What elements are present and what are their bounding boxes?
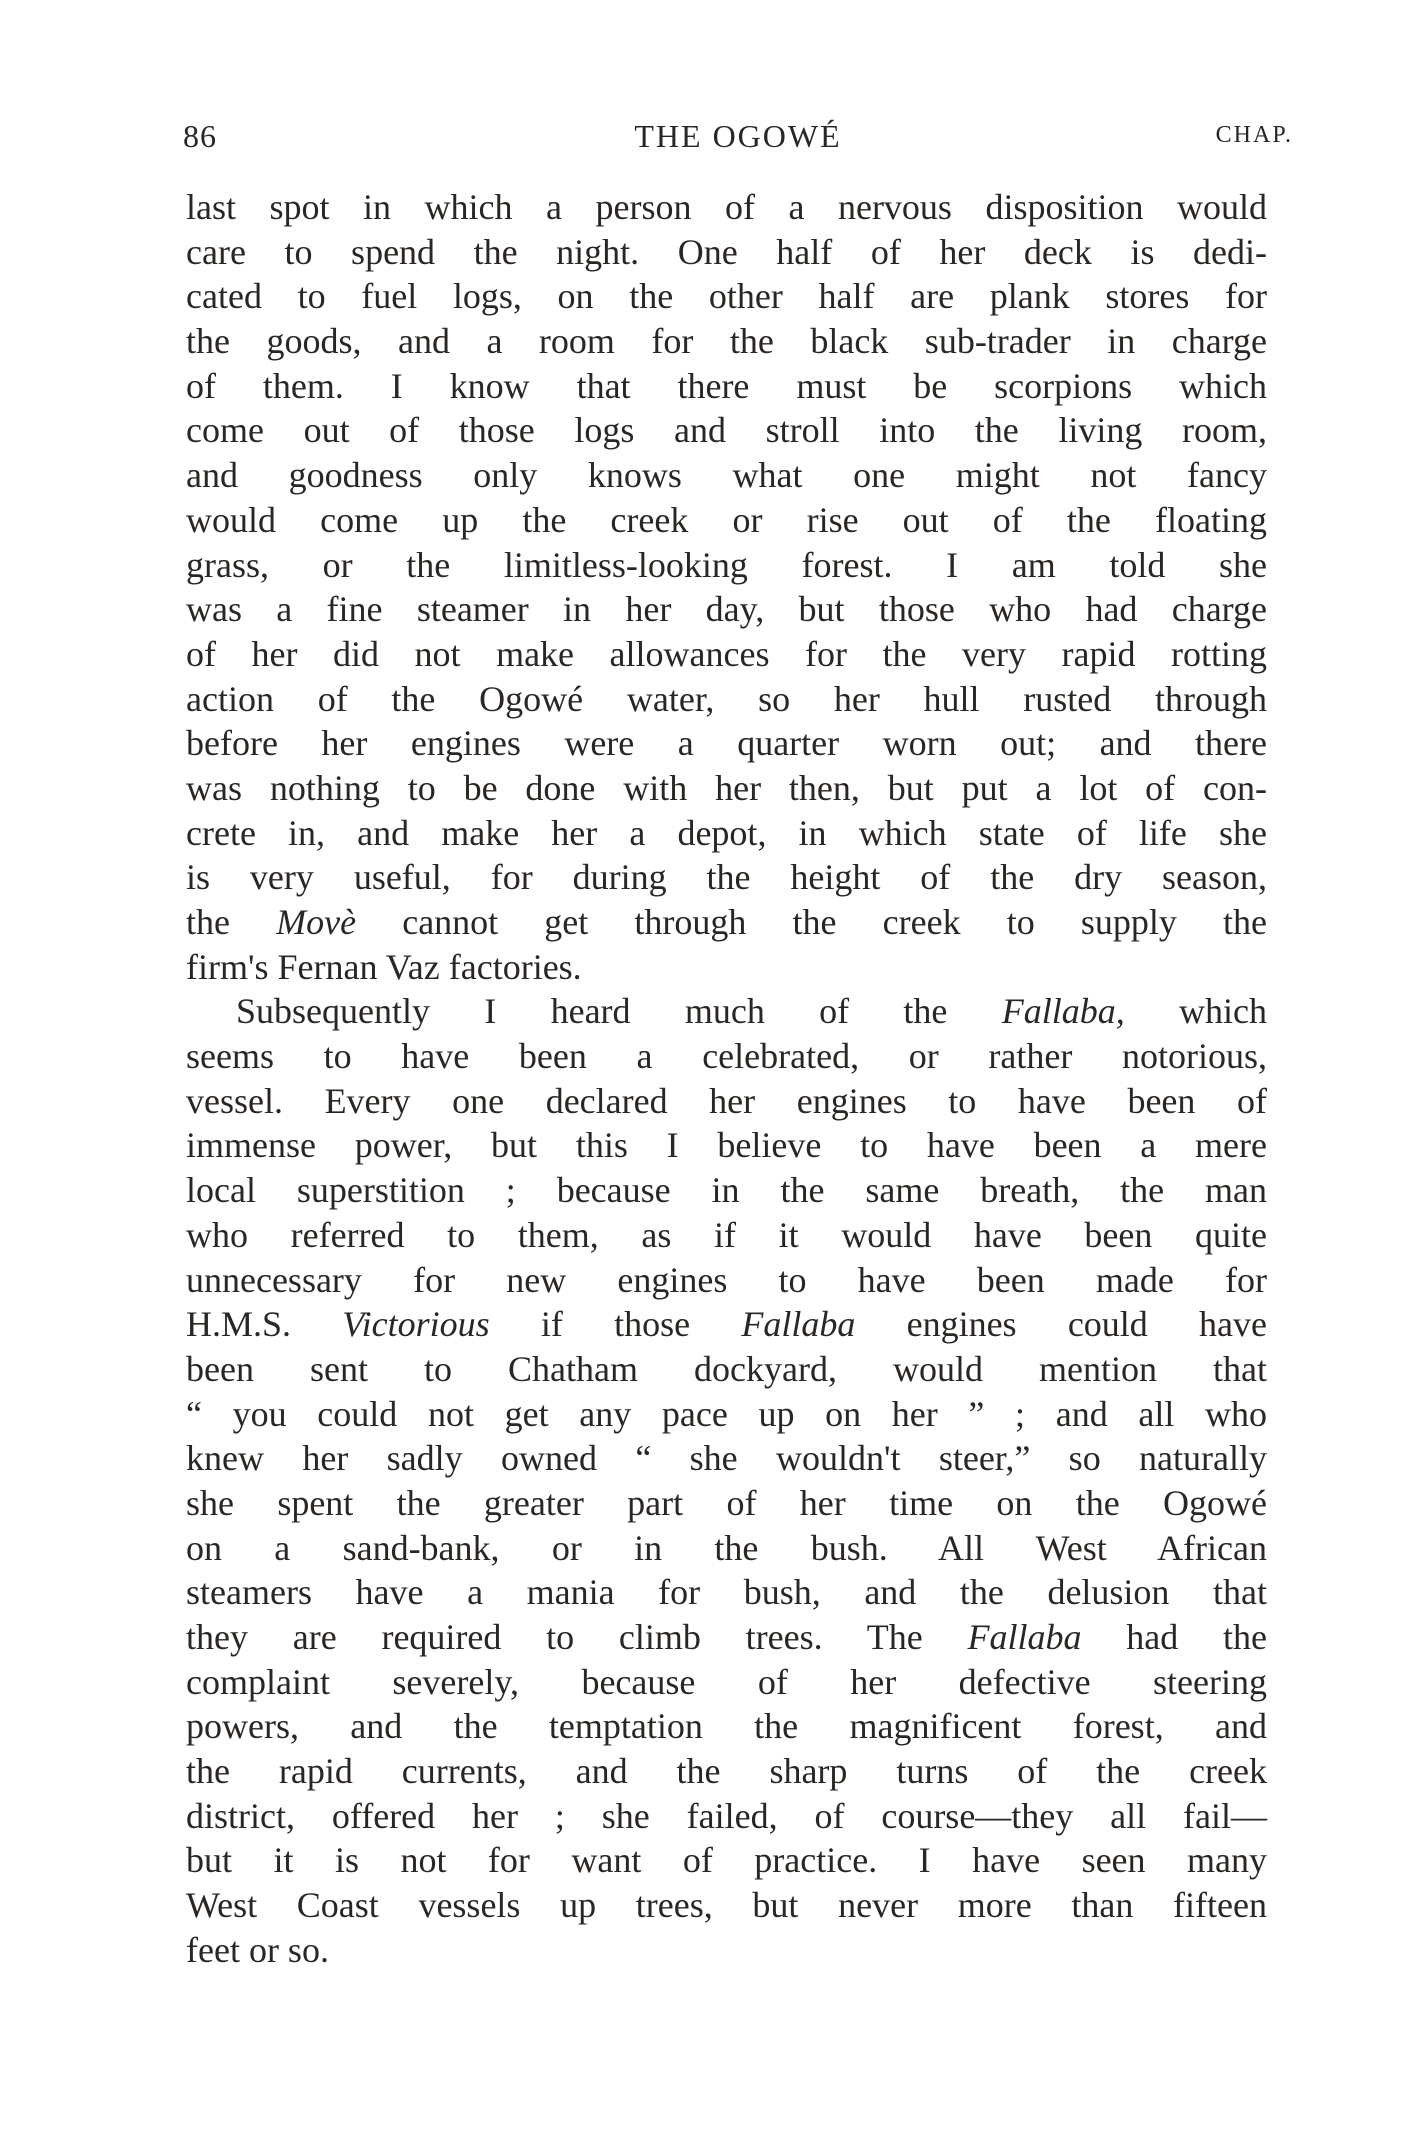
text-line xyxy=(186,1123,1267,1168)
text-segment: on a sand-bank, or in the bush. All West African xyxy=(186,1527,1267,1568)
text-line xyxy=(186,1436,1267,1481)
running-title: THE OGOWÉ xyxy=(634,118,842,154)
text-line xyxy=(186,1883,1267,1928)
text-segment: they are required to climb trees. The xyxy=(186,1617,968,1657)
text-segment: immense power, but this I believe to have been a mere xyxy=(186,1125,1267,1166)
text-line xyxy=(186,1079,1267,1124)
text-line xyxy=(186,498,1267,543)
paragraph xyxy=(186,989,1267,1972)
text-segment: West Coast vessels up trees, but never more than fifteen xyxy=(186,1885,1267,1926)
text-segment: the rapid currents, and the sharp turns of the creek xyxy=(186,1751,1267,1792)
text-segment: cated to fuel logs, on the other half are plank stores for xyxy=(186,276,1267,317)
text-segment: powers, and the temptation the magnificent forest, and xyxy=(186,1706,1267,1747)
text-line xyxy=(186,1481,1267,1526)
italic-ship-name: Fallaba, xyxy=(1001,991,1125,1032)
paragraph xyxy=(186,185,1267,989)
text-segment: complaint severely, because of her defective steering xyxy=(186,1661,1267,1702)
text-segment: Subsequently I heard much of the xyxy=(236,991,1002,1032)
text-segment: if those xyxy=(489,1304,742,1345)
text-segment: the xyxy=(186,902,277,942)
body-text xyxy=(186,185,1267,1973)
text-line xyxy=(186,989,1267,1034)
text-segment: cannot get through the creek to supply the xyxy=(356,902,1268,942)
text-segment: and goodness only knows what one might not fancy xyxy=(186,455,1267,496)
text-line xyxy=(186,1347,1267,1392)
text-segment: been sent to Chatham dockyard, would mention that xyxy=(186,1348,1267,1389)
text-segment: local superstition ; because in the same breath, the man xyxy=(186,1170,1267,1211)
text-line xyxy=(186,319,1267,364)
page-header xyxy=(183,118,1293,162)
text-line xyxy=(186,945,1267,990)
text-line xyxy=(186,766,1267,811)
text-segment: before her engines were a quarter worn out; and there xyxy=(186,723,1267,764)
text-line xyxy=(186,185,1267,230)
text-segment: action of the Ogowé water, so her hull rusted through xyxy=(186,678,1267,719)
italic-ship-name: Fallaba xyxy=(967,1617,1082,1657)
page-number: 86 xyxy=(183,118,217,154)
text-segment: was a fine steamer in her day, but those who had charge xyxy=(186,589,1267,630)
text-line xyxy=(186,1213,1267,1258)
text-line xyxy=(186,274,1267,319)
text-segment: unnecessary for new engines to have been made for xyxy=(186,1259,1267,1300)
text-segment: care to spend the night. One half of her deck is dedi- xyxy=(186,231,1267,272)
text-line xyxy=(186,1526,1267,1571)
text-line xyxy=(186,855,1267,900)
text-line xyxy=(186,1928,1267,1973)
text-segment: had the xyxy=(1081,1617,1267,1657)
text-line xyxy=(186,632,1267,677)
text-segment: steamers have a mania for bush, and the delusion that xyxy=(186,1572,1267,1613)
text-segment: feet or so. xyxy=(186,1929,329,1970)
text-segment: firm's Fernan Vaz factories. xyxy=(186,946,582,987)
text-line xyxy=(186,1302,1267,1347)
text-segment: but it is not for want of practice. I have seen many xyxy=(186,1840,1267,1881)
text-line xyxy=(186,1034,1267,1079)
text-line xyxy=(186,453,1267,498)
text-line xyxy=(186,1258,1267,1303)
text-line xyxy=(186,1660,1267,1705)
text-line xyxy=(186,1838,1267,1883)
text-segment: was nothing to be done with her then, but put a lot of con- xyxy=(186,767,1267,808)
text-segment: “ you could not get any pace up on her ” ; and all who xyxy=(186,1393,1267,1434)
italic-ship-name: Movè xyxy=(276,902,357,942)
text-segment: last spot in which a person of a nervous disposition would xyxy=(186,187,1267,227)
text-segment: H.M.S. xyxy=(186,1304,343,1345)
text-segment: she spent the greater part of her time on the Ogowé xyxy=(186,1482,1267,1523)
text-segment: come out of those logs and stroll into the living room, xyxy=(186,410,1267,451)
text-line xyxy=(186,1392,1267,1437)
chapter-abbreviation: CHAP. xyxy=(1215,122,1293,148)
text-line xyxy=(186,721,1267,766)
text-segment: engines could have xyxy=(855,1304,1267,1345)
text-line xyxy=(186,811,1267,856)
italic-ship-name: Victorious xyxy=(342,1304,490,1345)
text-segment: district, offered her ; she failed, of course—they all fail— xyxy=(186,1795,1267,1836)
text-segment: knew her sadly owned “ she wouldn't steer,” so naturally xyxy=(186,1438,1267,1479)
text-line xyxy=(186,543,1267,588)
text-line xyxy=(186,1749,1267,1794)
text-segment: would come up the creek or rise out of the floating xyxy=(186,499,1267,540)
text-line xyxy=(186,1570,1267,1615)
text-segment: crete in, and make her a depot, in which state of life she xyxy=(186,812,1267,853)
text-line xyxy=(186,230,1267,275)
text-line xyxy=(186,1615,1267,1660)
text-segment: grass, or the limitless-looking forest. I am told she xyxy=(186,544,1267,585)
text-segment: who referred to them, as if it would have been quite xyxy=(186,1214,1267,1255)
text-line xyxy=(186,1704,1267,1749)
text-segment: of them. I know that there must be scorpions which xyxy=(186,365,1267,406)
text-line xyxy=(186,1168,1267,1213)
text-segment: which xyxy=(1124,991,1268,1032)
text-segment: is very useful, for during the height of the dry season, xyxy=(186,857,1267,898)
text-line xyxy=(186,677,1267,722)
text-line xyxy=(186,1794,1267,1839)
text-segment: of her did not make allowances for the very rapid rotting xyxy=(186,633,1267,674)
text-segment: vessel. Every one declared her engines to have been of xyxy=(186,1080,1267,1121)
italic-ship-name: Fallaba xyxy=(741,1304,856,1345)
text-segment: the goods, and a room for the black sub-trader in charge xyxy=(186,321,1267,362)
text-segment: seems to have been a celebrated, or rather notorious, xyxy=(186,1036,1267,1077)
text-line xyxy=(186,364,1267,409)
text-line xyxy=(186,900,1267,945)
text-line xyxy=(186,408,1267,453)
text-line xyxy=(186,587,1267,632)
